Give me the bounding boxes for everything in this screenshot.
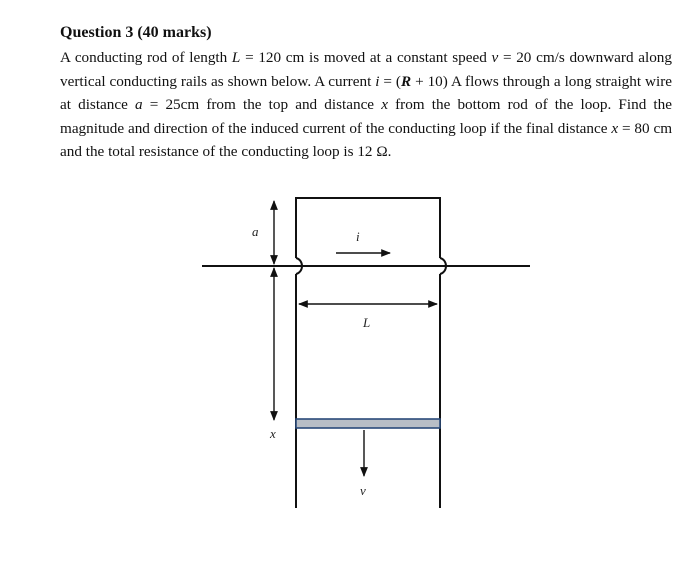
symbol-i: i xyxy=(375,72,380,90)
label-L: L xyxy=(363,315,371,330)
label-x: x xyxy=(270,426,276,441)
label-a: a xyxy=(252,224,259,239)
symbol-R: R xyxy=(401,72,412,90)
text-part: = ( xyxy=(379,72,401,90)
question-title: Question 3 (40 marks) xyxy=(60,24,212,41)
loop-top-and-left-rail xyxy=(296,198,440,508)
text-part: A conducting rod of length xyxy=(60,49,232,66)
text-part: = 120 cm is moved at a constant speed xyxy=(240,49,492,66)
text-part: + 10) A flows through a long straight wire at distance xyxy=(60,72,673,113)
symbol-v: v xyxy=(491,49,499,66)
label-i: i xyxy=(356,229,360,244)
symbol-x: x xyxy=(381,96,388,113)
text-part: = 20 cm/s downward along vertical conducting rails as shown below. A current xyxy=(60,49,672,90)
text-part: = 25cm from the top and distance xyxy=(142,96,382,113)
text-part: = 80 cm and the total resistance of the conducting loop is 12 Ω. xyxy=(60,119,673,160)
conducting-rod xyxy=(296,419,440,428)
symbol-x: x xyxy=(611,119,619,137)
label-v: v xyxy=(360,483,366,498)
symbol-L: L xyxy=(231,49,241,66)
symbol-a: a xyxy=(135,96,143,113)
text-part: from the bottom rod of the loop. Find the magnitude and direction of the induced current of the conducting loop if the final distance xyxy=(60,96,672,137)
